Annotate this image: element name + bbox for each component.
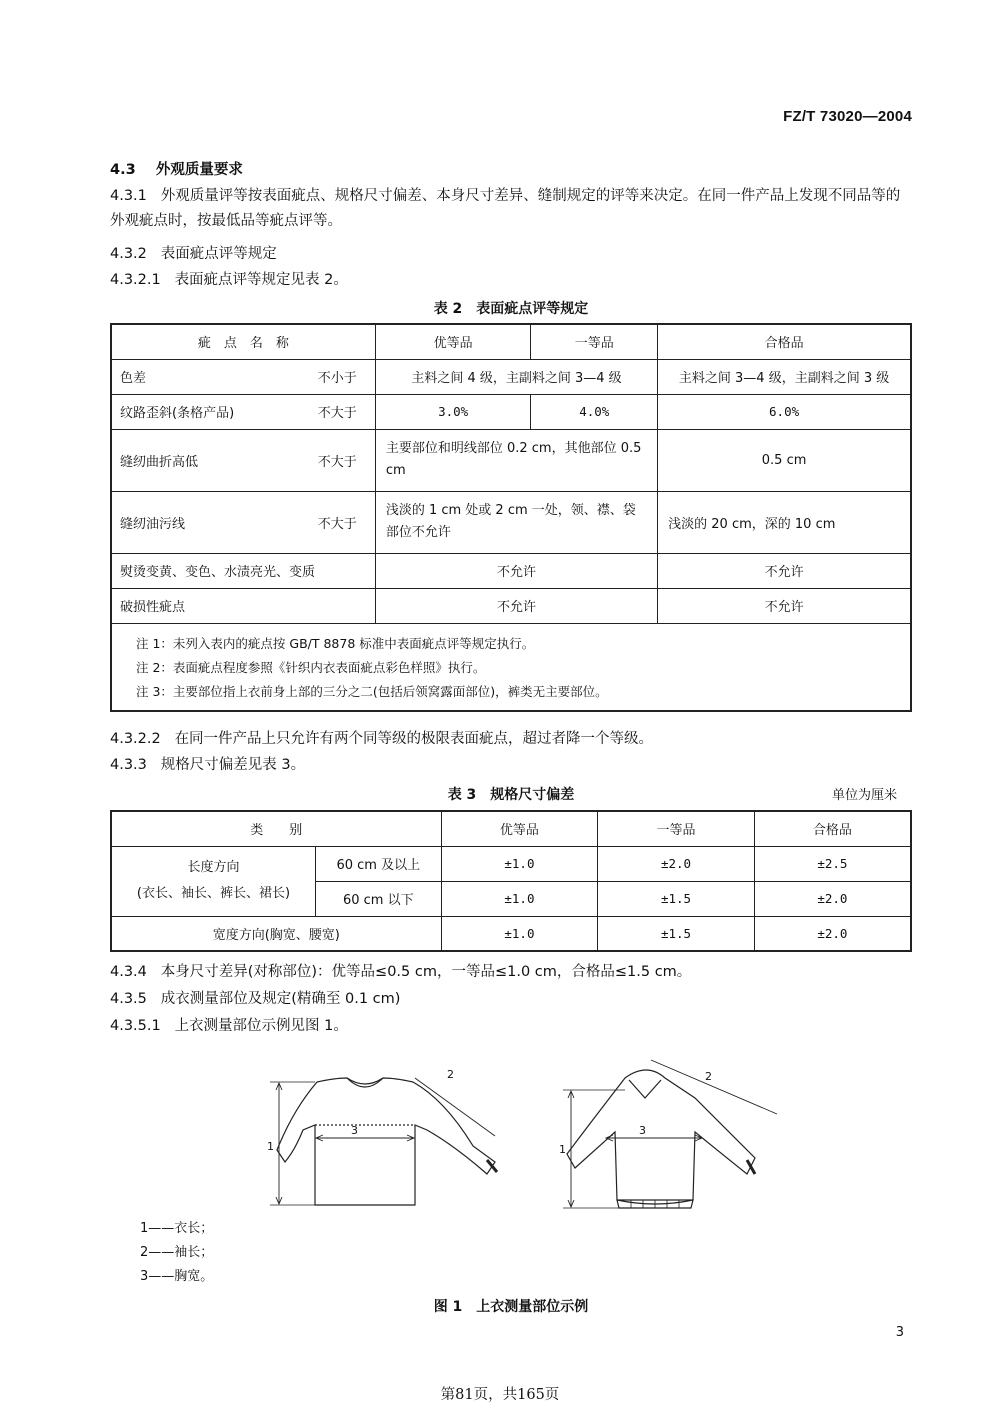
- width-direction-label: 宽度方向(胸宽、腰宽): [111, 916, 441, 951]
- header-first-class: 一等品: [531, 324, 658, 359]
- length-direction-cell: [111, 846, 315, 916]
- table-header-row: [111, 811, 911, 846]
- length-direction-items: (衣长、袖长、裤长、裙长): [136, 886, 291, 901]
- header-qualified: 合格品: [754, 811, 911, 846]
- section-4-3-1: [110, 184, 910, 234]
- crew-neck-top-drawing: [277, 1078, 497, 1205]
- qualified-value: ±2.0: [754, 881, 911, 916]
- defect-name-cell: [111, 553, 375, 588]
- table-3-unit: 单位为厘米: [831, 788, 897, 803]
- section-4-3-4: [110, 962, 691, 982]
- section-number: 4.3: [110, 162, 136, 178]
- first-class-value: ±1.5: [598, 916, 755, 951]
- table-2-caption: 表 2 表面疵点评等规定: [433, 301, 589, 317]
- mark-3-left: 3: [351, 1124, 358, 1137]
- mark-1-right: 1: [559, 1143, 566, 1156]
- excellent-first-value: 浅淡的 1 cm 处或 2 cm 一处，领、襟、袋部位不允许: [375, 491, 657, 553]
- section-4-3-2-1: [110, 270, 348, 290]
- raglan-collar-top-drawing: [567, 1070, 755, 1208]
- header-qualified: 合格品: [658, 324, 911, 359]
- defect-name: 熨烫变黄、变色、水渍亮光、变质: [120, 565, 316, 580]
- page-number: 3: [895, 1325, 904, 1340]
- standard-number: FZ/T 73020—2004: [783, 108, 912, 125]
- mark-1-left: 1: [267, 1140, 274, 1153]
- defect-name: 纹路歪斜(条格产品): [120, 406, 235, 421]
- table-row: [111, 394, 911, 429]
- defect-name: 色差: [120, 371, 147, 386]
- paragraph-text: 外观质量评等按表面疵点、规格尺寸偏差、本身尺寸差异、缝制规定的评等来决定。在同一件产品上发现不同品等的外观疵点时，按最低品等疵点评等。: [110, 188, 901, 229]
- qualified-value: 不允许: [658, 553, 911, 588]
- qualified-value: 主料之间 3—4 级，主副料之间 3 级: [658, 359, 911, 394]
- garment-measurement-figure: [255, 1050, 785, 1210]
- qualified-value: 不允许: [658, 588, 911, 623]
- qualified-value: 0.5 cm: [658, 429, 911, 491]
- excellent-first-value: 不允许: [375, 553, 657, 588]
- section-4-3-3: [110, 755, 305, 775]
- sub-category: 60 cm 以下: [315, 881, 441, 916]
- excellent-first-value: 主要部位和明线部位 0.2 cm，其他部位 0.5 cm: [375, 429, 657, 491]
- section-number: 4.3.5.1: [110, 1018, 161, 1034]
- table-row: [111, 588, 911, 623]
- section-number: 4.3.3: [110, 757, 147, 773]
- first-class-value: ±1.5: [598, 881, 755, 916]
- table-row: [111, 429, 911, 491]
- sub-category: 60 cm 及以上: [315, 846, 441, 881]
- section-number: 4.3.1: [110, 188, 147, 204]
- defect-name: 破损性疵点: [120, 600, 186, 615]
- table-row: [111, 846, 911, 881]
- defect-name-cell: [111, 491, 375, 553]
- table-header-row: [111, 324, 911, 359]
- section-4-3-5-1: [110, 1016, 348, 1036]
- defect-name: 缝纫曲折高低: [120, 454, 199, 470]
- mark-2-right: 2: [705, 1070, 712, 1083]
- excellent-value: 3.0%: [375, 394, 531, 429]
- defect-name: 缝纫油污线: [120, 516, 186, 532]
- header-excellent: 优等品: [441, 811, 598, 846]
- figure-legend: [140, 1219, 213, 1287]
- defect-name-cell: [111, 359, 375, 394]
- mark-2-left: 2: [447, 1068, 454, 1081]
- legend-item-chest: 3——胸宽。: [140, 1269, 214, 1284]
- right-measurement-lines: [563, 1060, 777, 1208]
- surface-defect-table: [110, 323, 912, 712]
- paragraph-text: 成衣测量部位及规定(精确至 0.1 cm): [160, 991, 401, 1007]
- header-first-class: 一等品: [598, 811, 755, 846]
- excellent-value: ±1.0: [441, 881, 598, 916]
- defect-name-cell: [111, 429, 375, 491]
- table-note: 注 2：表面疵点程度参照《针织内衣表面疵点彩色样照》执行。: [136, 659, 486, 675]
- header-defect-name: 疵 点 名 称: [111, 324, 375, 359]
- size-deviation-table: [110, 810, 912, 952]
- table-notes-row: [111, 623, 911, 711]
- length-direction-label: 长度方向: [187, 860, 240, 875]
- paragraph-text: 规格尺寸偏差见表 3。: [160, 757, 306, 773]
- limit-label: 不大于: [317, 406, 357, 421]
- mark-3-right: 3: [639, 1124, 646, 1137]
- legend-item-sleeve: 2——袖长；: [140, 1245, 214, 1260]
- section-4-3-2-2: [110, 729, 653, 749]
- section-number: 4.3.4: [110, 964, 147, 980]
- qualified-value: 浅淡的 20 cm，深的 10 cm: [658, 491, 911, 553]
- section-title: 表面疵点评等规定: [160, 246, 277, 262]
- limit-label: 不大于: [317, 516, 357, 532]
- qualified-value: 6.0%: [658, 394, 911, 429]
- defect-name-cell: [111, 394, 375, 429]
- section-4-3-2-heading: [110, 244, 277, 264]
- excellent-value: ±1.0: [441, 846, 598, 881]
- paragraph-text: 表面疵点评等规定见表 2。: [174, 272, 348, 288]
- paragraph-text: 本身尺寸差异(对称部位)：优等品≤0.5 cm，一等品≤1.0 cm，合格品≤1.5 cm。: [160, 964, 692, 980]
- paragraph-text: 在同一件产品上只允许有两个同等级的极限表面疵点，超过者降一个等级。: [174, 731, 654, 747]
- first-class-value: 4.0%: [531, 394, 658, 429]
- paragraph-text: 上衣测量部位示例见图 1。: [174, 1018, 348, 1034]
- limit-label: 不大于: [317, 454, 357, 470]
- header-category: 类 别: [111, 811, 441, 846]
- table-row: [111, 491, 911, 553]
- excellent-value: ±1.0: [441, 916, 598, 951]
- figure-1-caption: 图 1 上衣测量部位示例: [433, 1299, 589, 1315]
- section-number: 4.3.2.2: [110, 731, 161, 747]
- excellent-first-value: 主料之间 4 级，主副料之间 3—4 级: [375, 359, 657, 394]
- legend-item-length: 1——衣长；: [140, 1221, 214, 1236]
- table-notes: [111, 623, 911, 711]
- table-note: 注 3：主要部位指上衣前身上部的三分之二(包括后领窝露面部位)，裤类无主要部位。: [136, 683, 608, 699]
- defect-name-cell: [111, 588, 375, 623]
- qualified-value: ±2.5: [754, 846, 911, 881]
- section-number: 4.3.5: [110, 991, 147, 1007]
- header-excellent: 优等品: [375, 324, 531, 359]
- section-4-3-5: [110, 989, 400, 1009]
- page-footer: 第81页，共165页: [440, 1387, 560, 1403]
- table-note: 注 1：未列入表内的疵点按 GB/T 8878 标准中表面疵点评等规定执行。: [136, 635, 535, 651]
- left-measurement-lines: [270, 1078, 495, 1205]
- section-title: 外观质量要求: [155, 162, 243, 178]
- table-3-caption: 表 3 规格尺寸偏差: [447, 787, 575, 803]
- excellent-first-value: 不允许: [375, 588, 657, 623]
- limit-label: 不小于: [317, 371, 357, 386]
- section-number: 4.3.2.1: [110, 272, 161, 288]
- qualified-value: ±2.0: [754, 916, 911, 951]
- section-number: 4.3.2: [110, 246, 147, 262]
- first-class-value: ±2.0: [598, 846, 755, 881]
- table-row: [111, 553, 911, 588]
- table-row: [111, 359, 911, 394]
- section-4-3-heading: [110, 160, 243, 180]
- table-row: [111, 916, 911, 951]
